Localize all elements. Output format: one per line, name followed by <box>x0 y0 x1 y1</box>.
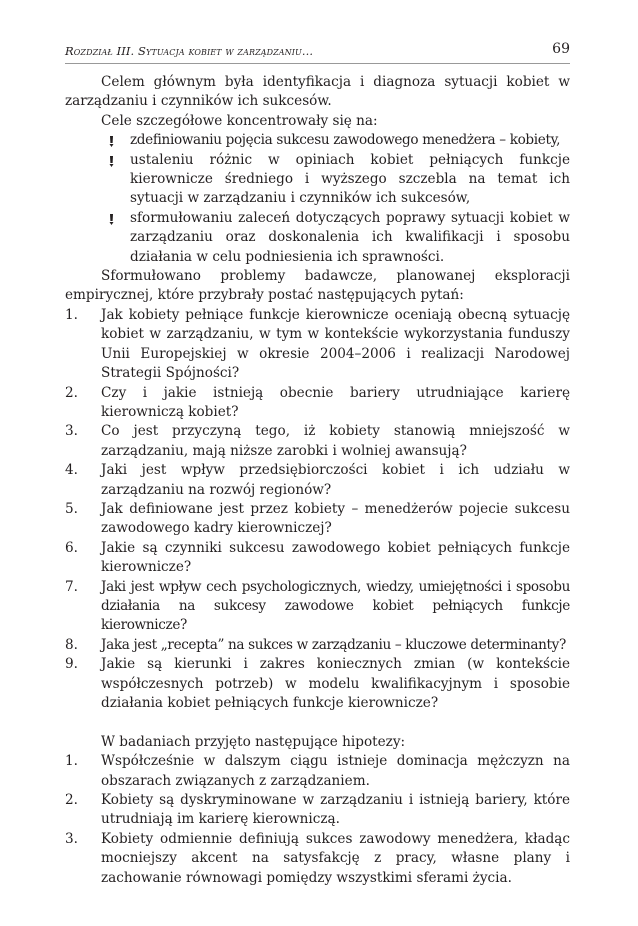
question-item <box>65 306 570 384</box>
question-item <box>65 461 570 500</box>
bullet-marker-icon <box>108 214 115 225</box>
question-number: 7. <box>65 578 78 595</box>
bullet-marker-icon <box>108 156 115 167</box>
page-header <box>65 41 570 64</box>
hypothesis-text: Współcześnie w dalszym ciągu istnieje dominacja mężczyzn na obszarach związanych z zarządzaniem. <box>101 753 570 789</box>
page-number: 69 <box>552 41 570 57</box>
question-text: Jak kobiety pełniące funkcje kierownicze oceniają obecną sytuację kobiet w zarządzaniu, w tym w kontekście wykorzystania funduszy Unii Europejskiej w okresie 2004–2006 i realizacji Narodowej Strategii Spójności? <box>101 306 570 382</box>
goal-bullet-item <box>65 131 570 150</box>
hypothesis-text: Kobiety są dyskryminowane w zarządzaniu i istnieją bariery, które utrudniają im karierę kierowniczą. <box>101 792 570 828</box>
page-body <box>65 73 570 888</box>
question-number: 3. <box>65 423 78 440</box>
hypothesis-number: 2. <box>65 792 78 809</box>
hypothesis-item <box>65 791 570 830</box>
goal-paragraph: Celem głównym była identyfikacja i diagnoza sytuacji kobiet w zarządzaniu i czynników ich sukcesów. <box>65 74 570 110</box>
problems-intro-paragraph: Sformułowano problemy badawcze, planowanej eksploracji empirycznej, które przybrały postać następujących pytań: <box>65 268 570 304</box>
hypothesis-number: 1. <box>65 753 78 770</box>
question-item <box>65 539 570 578</box>
question-number: 1. <box>65 306 78 323</box>
goal-bullet-item <box>65 209 570 267</box>
bullet-marker-icon <box>108 136 115 147</box>
hypothesis-item <box>65 752 570 791</box>
question-text: Jaka jest „recepta” na sukces w zarządzaniu – kluczowe determinanty? <box>101 636 566 653</box>
question-text: Jak definiowane jest przez kobiety – menedżerów pojecie sukcesu zawodowego kadry kierowniczej? <box>101 500 570 537</box>
question-number: 9. <box>65 656 78 673</box>
hypotheses-intro: W badaniach przyjęto następujące hipotezy: <box>101 733 406 750</box>
question-item <box>65 578 570 636</box>
question-number: 2. <box>65 384 78 401</box>
question-item <box>65 636 570 655</box>
question-text: Co jest przyczyną tego, iż kobiety stanowią mniejszość w zarządzaniu, mają niższe zarobki i wolniej awansują? <box>101 423 570 459</box>
question-number: 8. <box>65 636 78 653</box>
question-number: 5. <box>65 500 78 517</box>
question-text: Jakie są czynniki sukcesu zawodowego kobiet pełniących funkcje kierownicze? <box>101 539 570 576</box>
section-spacer <box>65 713 570 732</box>
question-item <box>65 655 570 713</box>
question-item <box>65 500 570 539</box>
question-number: 6. <box>65 539 78 556</box>
hypothesis-text: Kobiety odmiennie definiują sukces zawodowy menedżera, kładąc mocniejszy akcent na satysfakcję z pracy, własne plany i zachowanie równowagi pomiędzy wszystkimi sferami życia. <box>101 830 570 886</box>
running-head: Rozdział III. Sytuacja kobiet w zarządzaniu... <box>65 44 314 58</box>
question-number: 4. <box>65 462 78 479</box>
detail-goals-lead: Cele szczegółowe koncentrowały się na: <box>101 112 378 129</box>
goal-bullet-text: sformułowaniu zaleceń dotyczących poprawy sytuacji kobiet w zarządzaniu oraz doskonalenia ich kwalifikacji i sposobu działania w celu podniesienia ich sprawności. <box>130 209 570 265</box>
goal-bullet-text: ustaleniu różnic w opiniach kobiet pełniących funkcje kierowniczе średniego i wyższego szczebla na temat ich sytuacji w zarządzaniu i czynników ich sukcesów, <box>130 151 570 207</box>
question-item <box>65 422 570 461</box>
question-text: Czy i jakie istnieją obecnie bariery utrudniające karierę kierowniczą kobiet? <box>101 384 570 420</box>
hypothesis-item <box>65 830 570 888</box>
goal-bullet-item <box>65 151 570 209</box>
hypothesis-number: 3. <box>65 830 78 847</box>
goal-bullet-text: zdefiniowaniu pojęcia sukcesu zawodowego menedżera – kobiety, <box>130 132 561 149</box>
question-text: Jaki jest wpływ przedsiębiorczości kobiet i ich udziału w zarządzaniu na rozwój regionów? <box>101 462 570 498</box>
question-text: Jakie są kierunki i zakres koniecznych zmian (w kontekście współczesnych potrzeb) w modelu kwalifikacyjnym i sposobie działania kobiet pełniących funkcje kierownicze? <box>101 656 570 711</box>
question-item <box>65 384 570 423</box>
question-text: Jaki jest wpływ cech psychologicznych, wiedzy, umiejętności i sposobu działania na sukcesy zawodowe kobiet pełniących funkcje kierownicze? <box>101 578 570 634</box>
